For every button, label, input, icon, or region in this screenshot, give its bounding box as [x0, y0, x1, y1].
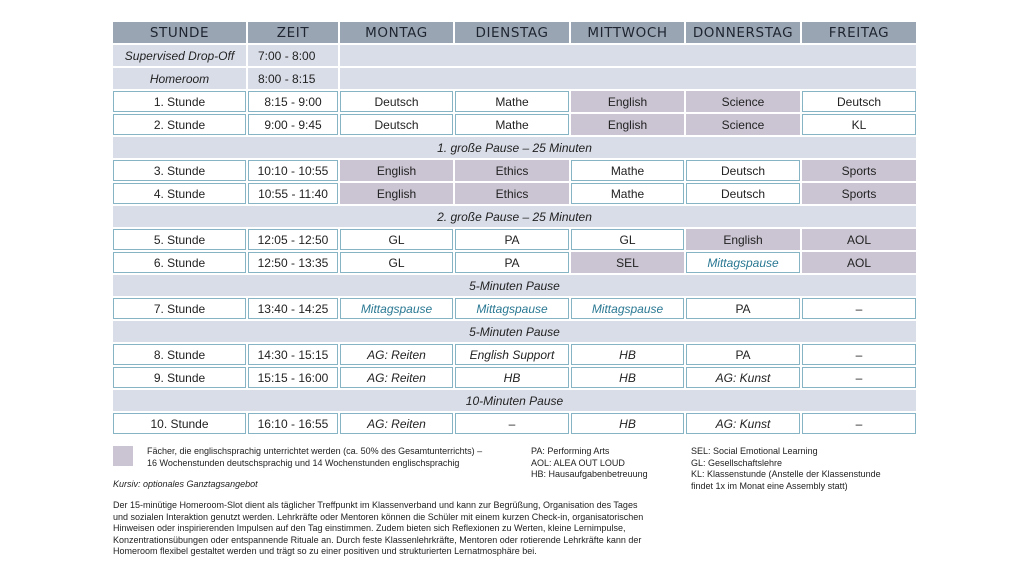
description-line: Der 15-minütige Homeroom-Slot dient als täglicher Treffpunkt im Klassenverband und kann zur Begrüßung, Organisation des Tages [113, 500, 638, 510]
header-freitag: FREITAG [802, 22, 916, 43]
subject-cell-optional: HB [455, 367, 569, 388]
subject-cell-english: SEL [571, 252, 684, 273]
legend-gl: GL: Gesellschaftslehre [691, 457, 783, 468]
subject-cell-optional: Mittagspause [340, 298, 453, 319]
homeroom-fill [340, 68, 916, 89]
legend-pa: PA: Performing Arts [531, 446, 610, 456]
english-swatch [113, 446, 133, 466]
zeit-cell: 16:10 - 16:55 [248, 413, 338, 434]
stunde-cell: 6. Stunde [113, 252, 246, 273]
description-line: Hinweisen oder inspirierenden Impulsen auf den Tag einstimmen. Zudem bieten sich Reflexionen zu Werten, kleine Lernimpulse, [113, 523, 626, 533]
header-stunde: STUNDE [113, 22, 246, 43]
description-line: Konzentrationsübungen oder entspannende Rituale an. Durch feste Klassenlehrkräfte, Mentoren oder rotierende Lehrkräfte kann der [113, 534, 642, 545]
header-mittwoch: MITTWOCH [571, 22, 684, 43]
stunde-cell: 10. Stunde [113, 413, 246, 434]
subject-cell-optional: AG: Reiten [340, 367, 453, 388]
subject-cell: KL [802, 114, 916, 135]
dropoff-time: 7:00 - 8:00 [248, 45, 338, 66]
subject-cell-optional: HB [571, 367, 684, 388]
subject-cell: – [802, 367, 916, 388]
stunde-cell: 1. Stunde [113, 91, 246, 112]
stunde-cell: 9. Stunde [113, 367, 246, 388]
subject-cell: GL [340, 252, 453, 273]
zeit-cell: 9:00 - 9:45 [248, 114, 338, 135]
dropoff-label: Supervised Drop-Off [113, 45, 246, 66]
subject-cell: – [802, 413, 916, 434]
homeroom-label: Homeroom [113, 68, 246, 89]
subject-cell-english: Science [686, 114, 800, 135]
subject-cell-english: Sports [802, 183, 916, 204]
pause-band: 10-Minuten Pause [113, 390, 916, 411]
zeit-cell: 10:10 - 10:55 [248, 160, 338, 181]
zeit-cell: 15:15 - 16:00 [248, 367, 338, 388]
header-montag: MONTAG [340, 22, 453, 43]
subject-cell: – [802, 344, 916, 365]
pause-band: 5-Minuten Pause [113, 321, 916, 342]
stunde-cell: 5. Stunde [113, 229, 246, 250]
legend-abbreviations-right [691, 446, 913, 492]
subject-cell-optional: AG: Reiten [340, 344, 453, 365]
subject-cell: Mathe [571, 183, 684, 204]
subject-cell: GL [340, 229, 453, 250]
homeroom-time: 8:00 - 8:15 [248, 68, 338, 89]
legend-line: 16 Wochenstunden deutschsprachig und 14 Wochenstunden englischsprachig [147, 457, 460, 468]
legend-abbreviations-middle [531, 446, 691, 481]
pause-band: 5-Minuten Pause [113, 275, 916, 296]
subject-cell: Deutsch [686, 183, 800, 204]
stunde-cell: 8. Stunde [113, 344, 246, 365]
subject-cell-english: AOL [802, 252, 916, 273]
homeroom-description [113, 500, 683, 558]
subject-cell-optional: English Support [455, 344, 569, 365]
header-dienstag: DIENSTAG [455, 22, 569, 43]
subject-cell-english: Sports [802, 160, 916, 181]
zeit-cell: 13:40 - 14:25 [248, 298, 338, 319]
subject-cell-english: Science [686, 91, 800, 112]
subject-cell-optional: HB [571, 413, 684, 434]
legend-kl-cont: findet 1x im Monat eine Assembly statt) [691, 480, 848, 491]
legend-hb: HB: Hausaufgabenbetreuung [531, 469, 648, 479]
description-line: Homeroom flexibel gestaltet werden und trägt so zu einer positiven und strukturierten Lernatmosphäre bei. [113, 546, 537, 556]
subject-cell: Deutsch [802, 91, 916, 112]
legend-line: Fächer, die englischsprachig unterrichtet werden (ca. 50% des Gesamtunterrichts) – [147, 446, 483, 456]
legend-kl: KL: Klassenstunde (Anstelle der Klassenstunde [691, 469, 881, 479]
header-zeit: ZEIT [248, 22, 338, 43]
subject-cell: Deutsch [340, 114, 453, 135]
zeit-cell: 12:05 - 12:50 [248, 229, 338, 250]
stunde-cell: 4. Stunde [113, 183, 246, 204]
subject-cell-optional: AG: Reiten [340, 413, 453, 434]
pause-band: 1. große Pause – 25 Minuten [113, 137, 916, 158]
subject-cell: Mathe [455, 114, 569, 135]
subject-cell-english: English [340, 160, 453, 181]
subject-cell: PA [686, 344, 800, 365]
subject-cell-optional: Mittagspause [571, 298, 684, 319]
subject-cell: Mathe [571, 160, 684, 181]
header-donnerstag: DONNERSTAG [686, 22, 800, 43]
zeit-cell: 8:15 - 9:00 [248, 91, 338, 112]
stunde-cell: 2. Stunde [113, 114, 246, 135]
subject-cell: PA [455, 252, 569, 273]
dropoff-fill [340, 45, 916, 66]
subject-cell-english: Ethics [455, 183, 569, 204]
legend-kursiv: Kursiv: optionales Ganztagsangebot [113, 479, 258, 489]
zeit-cell: 14:30 - 15:15 [248, 344, 338, 365]
subject-cell: – [802, 298, 916, 319]
stunde-cell: 7. Stunde [113, 298, 246, 319]
subject-cell: PA [455, 229, 569, 250]
legend-english-text [147, 446, 527, 469]
subject-cell: Deutsch [340, 91, 453, 112]
subject-cell-english: English [340, 183, 453, 204]
subject-cell-optional: Mittagspause [686, 252, 800, 273]
subject-cell: – [455, 413, 569, 434]
stunde-cell: 3. Stunde [113, 160, 246, 181]
zeit-cell: 12:50 - 13:35 [248, 252, 338, 273]
subject-cell: GL [571, 229, 684, 250]
subject-cell-optional: AG: Kunst [686, 367, 800, 388]
subject-cell-english: Ethics [455, 160, 569, 181]
subject-cell-optional: Mittagspause [455, 298, 569, 319]
subject-cell: Mathe [455, 91, 569, 112]
legend-aol: AOL: ALEA OUT LOUD [531, 457, 625, 468]
subject-cell-english: English [686, 229, 800, 250]
subject-cell-optional: HB [571, 344, 684, 365]
subject-cell-optional: AG: Kunst [686, 413, 800, 434]
subject-cell: Deutsch [686, 160, 800, 181]
description-line: und sozialen Interaktion genutzt werden. Lehrkräfte oder Mentoren können die Schüler mit einem kurzen Check-in, organisatorischen [113, 511, 644, 522]
pause-band: 2. große Pause – 25 Minuten [113, 206, 916, 227]
subject-cell-english: English [571, 114, 684, 135]
subject-cell: PA [686, 298, 800, 319]
zeit-cell: 10:55 - 11:40 [248, 183, 338, 204]
timetable-grid [113, 22, 912, 434]
legend-sel: SEL: Social Emotional Learning [691, 446, 818, 456]
subject-cell-english: English [571, 91, 684, 112]
subject-cell-english: AOL [802, 229, 916, 250]
